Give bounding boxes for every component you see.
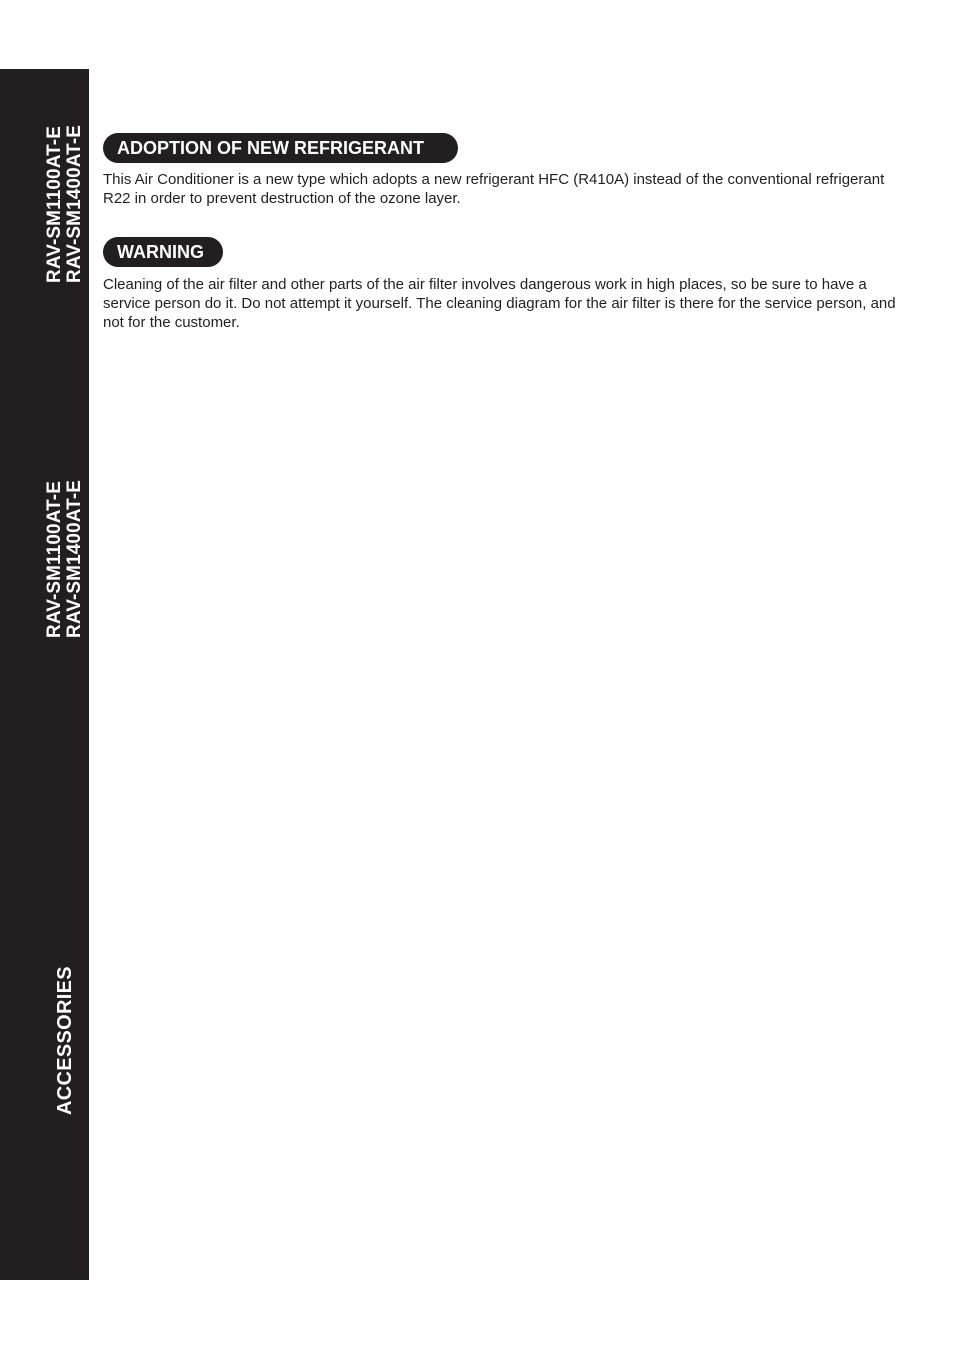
warning-heading: WARNING bbox=[103, 237, 223, 267]
adoption-heading: ADOPTION OF NEW REFRIGERANT bbox=[103, 133, 458, 163]
warning-body: Cleaning of the air filter and other parts of the air filter involves dangerous work in high places, so be sure to have a service person do it. Do not attempt it yourself. The cleaning diagram for the air filter is there for the service person, and not for the customer. bbox=[103, 276, 896, 331]
model-number-line-1: RAV-SM1100AT-E bbox=[44, 126, 65, 283]
model-number-line-2: RAV-SM1400AT-E bbox=[64, 479, 85, 638]
model-number-top bbox=[45, 103, 85, 283]
section-title-accessories: ACCESSORIES bbox=[54, 966, 76, 1115]
model-number-middle bbox=[45, 458, 85, 638]
model-number-line-2: RAV-SM1400AT-E bbox=[64, 124, 85, 283]
model-number-line-1: RAV-SM1100AT-E bbox=[44, 481, 65, 638]
adoption-body: This Air Conditioner is a new type which adopts a new refrigerant HFC (R410A) instead of the conventional refrigerant R22 in order to prevent destruction of the ozone layer. bbox=[103, 171, 885, 207]
